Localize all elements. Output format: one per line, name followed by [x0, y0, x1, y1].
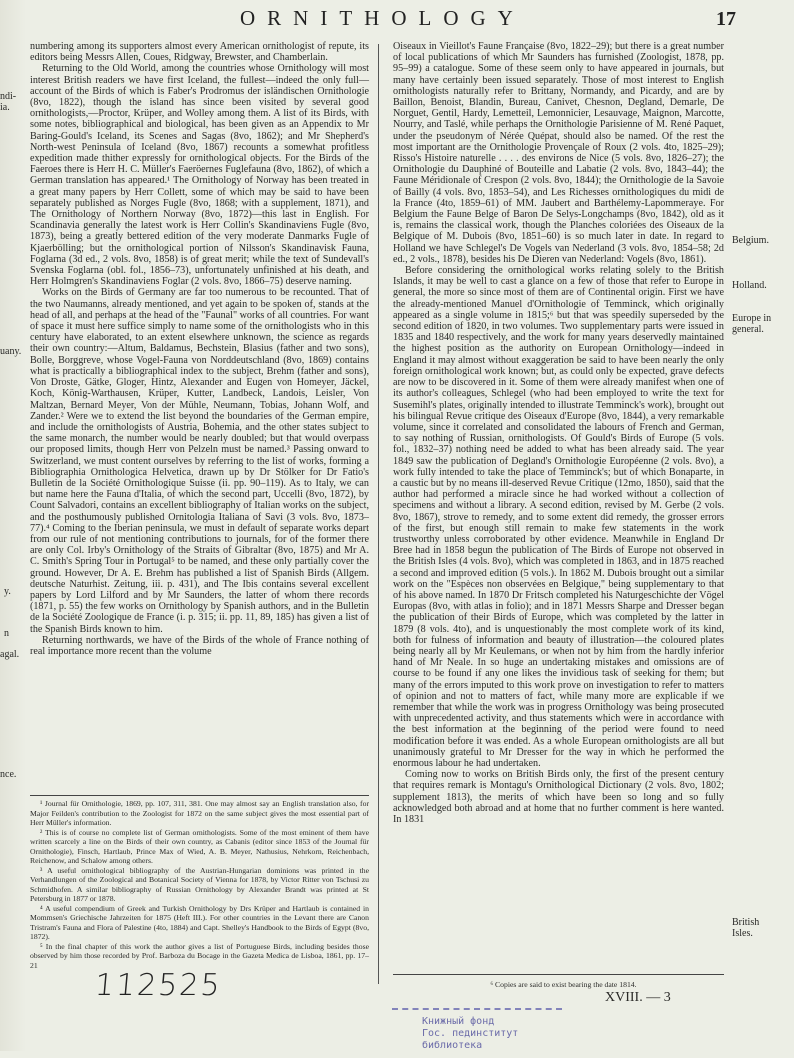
paragraph: Works on the Birds of Germany are far too numerous to be recounted. That of the two Naumanns, already mentioned, and yet again to be spoken of, stands at the head of all, and perhaps at the head of the "Faunal" works of all countries. For want of space it must here suffice simply to name some of the ornithologists who in this century have elaborated, to an extent elsewhere unknown, the science as regards their own country:—Altum, Baldamus, Bechstein, Blasius (father and two sons), Bolle, Borggreve, whose Vogel-Fauna von Norddeutschland (8vo, 1869) contains what is practically a bibliographical index to the subject, Brehm (father and sons), Von Droste, Gätke, Gloger, Hintz, Alexander and Eugen von Homeyer, Jäckel, Koch, König-Warthausen, Krüper, Kutter, Landbeck, Landois, Leisler, Von Maltzan, Bernard Meyer, Von der Mühle, Neumann, Tobias, Johann Wolf, and Zander.² Were we to extend the list beyond the boundaries of the German empire, and include the ornithologists of Austria, Bohemia, and the other states subject to the same monarch, the number would be nearly doubled; but that would overpass our proposed limits, though Herr von Pelzeln must be named.³ Passing onward to Switzerland, we must content ourselves by referring to the list of works, forming a Bibliographia Ornithologica Helvetica, drawn up by Dr Stölker for Dr Fatio's Bulletin de la Société Ornithologique Suisse (ii. pp. 90–119). As to Italy, we can but name here the Fauna d'Italia, of which the second part, Uccelli (8vo, 1872), by Count Salvadori, contains an excellent bibliography of Italian works on the subject, and the posthumously published Ornitologia Italiana of Savi (3 vols. 8vo, 1873–77).⁴ Coming to the Iberian peninsula, we must in default of separate works depart from our rule of not mentioning contributions to journals, for of the former there are only Col. Irby's Ornithology of the Straits of Gibraltar (8vo, 1875) and Mr A. C. Smith's Spring Tour in Portugal⁵ to be named, and these only partially cover the ground. However, Dr A. E. Brehm has published a list of Spanish Birds (Allgem. deutsche Naturhist. Zeitung, iii. p. 431), and The Ibis contains several excellent papers by Lord Lilford and by Mr Saunders, the latter of whom there records (1871, p. 55) the few works on Ornithology by Spanish authors, and in the Bulletin de la Société Zoologique de France (i. p. 315; ii. pp. 11, 89, 185) has given a list of the Spanish Birds known to him.	[30, 287, 369, 635]
footnote: ² This is of course no complete list of German ornithologists. Some of the most eminent of them have written scarcely a line on the Birds of their own country, as Cabanis (editor since 1853 of the Journal für Ornithologie), Finsch, Hartlaub, Prince Max of Wied, A. B. Meyer, Nathusius, Nehrkorn, Reichenbach, Reichenow, and Schalow among others.	[30, 827, 369, 865]
handwritten-number: 112525	[93, 968, 224, 1003]
stamp-line: библиотека	[422, 1040, 483, 1051]
margin-note-british-isles: British	[732, 917, 760, 928]
paragraph: Returning northwards, we have of the Birds of the whole of France nothing of real importance more recent than the volume	[30, 634, 369, 657]
paragraph: Coming now to works on British Birds only, the first of the present century that requires remark is Montagu's Ornithological Dictionary (2 vols. 8vo, 1802; supplement 1813), the merits of which have been so long and so fully acknowledged both abroad and at home that no further comment is here wanted. In 1831	[393, 769, 724, 826]
footnote: ⁵ In the final chapter of this work the author gives a list of Portuguese Birds, including besides those observed by him those recorded by Prof. Barboza du Bocage in the Gazeta Medica de Lisboa, 1861, pp. 17–21	[30, 941, 369, 970]
margin-note-europe: Europe in	[732, 313, 772, 324]
paragraph: Before considering the ornithological works relating solely to the British Islands, it may be well to cast a glance on a few of those that refer to Europe in general, the more so since most of them are of Continental origin. First we have the already-mentioned Manuel d'Ornithologie of Temminck, which originally appeared as a single volume in 1815;⁶ but that was speedily superseded by the second edition of 1820, in two volumes. Two supplementary parts were issued in 1835 and 1840 respectively, and the work for many years deservedly maintained the highest position as the authority on European Ornithology—indeed in England it may almost without exaggeration be said to have been nearly the only foreign ornithological work known; but, as could only be expected, grave defects are now to be discovered in it. Some of them were already manifest when one of its author's colleagues, Schlegel (who had been employed to write the text for Susemihl's plates, originally intended to illustrate Temminck's work), brought out his bilingual Revue critique des Oiseaux d'Europe (8vo, 1844), a very remarkable volume, since it correlated and consolidated the labours of French and German, to say nothing of Russian, ornithologists. Of Gould's Birds of Europe (5 vols. fol., 1832–37) nothing need be added to what has been already said. The year 1849 saw the publication of Degland's Ornithologie Européenne (2 vols. 8vo), a work fully intended to take the place of Temminck's; but of which Bonaparte, in a caustic but by no means ill-deserved Revue Critique (12mo, 1850), said that the author had performed a miracle since he had worked without a collection of specimens and without a library. A second edition, revised by M. Gerbe (2 vols. 8vo, 1867), strove to remedy, and to some extent did remedy, the grosser errors of the first, but enough still remain to make few statements in the work trustworthy unless corroborated by other evidence. Meanwhile in England Dr Bree had in 1858 begun the publication of The Birds of Europe not observed in the British Isles (4 vols. 8vo), which was completed in 1863, and in 1875 reached a second and improved edition (5 vols.). In 1862 M. Dubois brought out a similar work on the "Espèces non observées en Belgique," being supplementary to that of his above named. In 1870 Dr Fritsch completed his Naturgeschichte der Vögel Europas (8vo, with atlas in folio); and in 1871 Messrs Sharpe and Dresser began the publication of their Birds of Europe, which was completed by the latter in 1879 (8 vols. 4to), and is unquestionably the most complete work of its kind, both for fulness of information and beauty of illustration—the coloured plates being nearly all by Mr Keulemans, or when not by him from the hardly inferior hand of Mr Neale. In so huge an undertaking mistakes and omissions are of course to be found if any one likes the invidious task of seeking for them; but many of the errors imputed to this work prove on investigation to refer to matters of opinion and not to matters of fact, while many more are explicable if we remember that while the work was in progress Ornithology was being prosecuted with unprecedented activity, and thus statements which were in accordance with the best information at the beginning of the period were found to need modification before it was ended. As a whole European ornithologists are all but unanimously grateful to Mr Dresser for the way in which he performed the enormous labour he had undertaken.	[393, 265, 724, 769]
running-title: ORNITHOLOGY	[240, 6, 525, 30]
left-column	[30, 41, 369, 657]
paragraph: Returning to the Old World, among the countries whose Ornithology will most interest British readers we have first Iceland, the fullest—indeed the only full—account of the Birds of which is Faber's Prodromus der isländischen Ornithologie (8vo, 1822), though the island has since been visited by several good ornithologists,—Proctor, Krüper, and Wolley among them. A list of its Birds, with some notes, bibliographical and biological, has been given as an Appendix to Mr Baring-Gould's Iceland, its Scenes and Sagas (8vo, 1862); and Mr Shepherd's North-west Peninsula of Iceland (8vo, 1867) recounts a somewhat profitless expedition made thither expressly for ornithological objects. For the Birds of the Faeroes there is Herr H. C. Müller's Faeröernes Fuglefauna (8vo, 1862), of which a German translation has appeared.¹ The Ornithology of Norway has been treated in a great many papers by Herr Collett, some of which may be said to have been separately published as Norges Fugle (8vo, 1868; with a supplement, 1871), and The Ornithology of Northern Norway (8vo, 1872)—this last in English. For Scandinavia generally the latest work is Herr Collin's Skandinaviens Fugle (8vo, 1873), being a greatly bettered edition of the very moderate Danmarks Fugle of Kjaerbölling; but the ornithological portion of Nilsson's Skandinavisk Fauna, Foglarna (3d ed., 2 vols. 8vo, 1858) is of great merit; while the text of Sundevall's Svenska Foglarna (obl. fol., 1856–73), unfortunately unfinished at his death, and Herr Holmgren's Skandinaviens Foglar (2 vols. 8vo, 1866–75) deserve naming.	[30, 63, 369, 288]
margin-note: ndi-	[0, 91, 17, 102]
margin-note: ia.	[0, 102, 10, 113]
margin-note-british-isles: Isles.	[732, 928, 753, 939]
margin-note-belgium: Belgium.	[732, 235, 769, 246]
footnote: ³ A useful ornithological bibliography of the Austrian-Hungarian dominions was printed in the Verhandlungen of the Zoological and Botanical Society of Vienna for 1878, by Victor Ritter von Tschusi zu Schmidhofen. A similar bibliography of Russian Ornithology by Alexander Brandt was printed at St Petersburg in 1877 or 1878.	[30, 865, 369, 903]
left-footnotes	[30, 799, 369, 970]
margin-note-europe: general.	[732, 324, 764, 335]
signature-mark: XVIII. — 3	[605, 990, 671, 1005]
page-number: 17	[716, 8, 736, 30]
footnote-rule	[30, 795, 369, 796]
margin-note-holland: Holland.	[732, 280, 767, 291]
margin-note: nce.	[0, 769, 17, 780]
page-gutter-shadow	[0, 0, 26, 1051]
margin-note: uany.	[0, 346, 22, 357]
margin-note: y.	[4, 586, 11, 597]
right-column	[393, 41, 724, 825]
footnote: ⁶ Copies are said to exist bearing the date 1814.	[490, 980, 637, 989]
footnote: ¹ Journal für Ornithologie, 1869, pp. 107, 311, 381. One may almost say an English translation also, for Major Feilden's contribution to the Zoologist for 1872 on the same subject gives the most essential part of Herr Müller's information.	[30, 799, 369, 827]
margin-note: agal.	[0, 649, 20, 660]
margin-note: n	[4, 628, 9, 639]
stamp-line: Книжный фонд	[422, 1016, 495, 1027]
paragraph: numbering among its supporters almost every American ornithologist of repute, its editors being Messrs Allen, Coues, Ridgway, Brewster, and Chamberlain.	[30, 41, 369, 64]
footnote: ⁴ A useful compendium of Greek and Turkish Ornithology by Drs Krüper and Hartlaub is contained in Mommsen's Griechische Jahrzeiten for 1875 (Heft III.). For other countries in the Levant there are Canon Tristram's Fauna and Flora of Palestine (4to, 1884) and Capt. Shelley's Handbook to the Birds of Egypt (8vo, 1872).	[30, 903, 369, 941]
footnote-rule	[393, 974, 724, 975]
column-divider	[378, 44, 379, 984]
right-footnotes	[393, 980, 724, 990]
paragraph: Oiseaux in Vieillot's Faune Française (8vo, 1822–29); but there is a great number of local publications of which Mr Saunders has furnished (Zoologist, 1878, pp. 95–99) a catalogue. Some of these seem only to have appeared in journals, but many have certainly been issued separately. Those of most interest to English ornithologists naturally refer to Brittany, Normandy, and Picardy, and are by Baillon, Benoist, Blandin, Bureau, Canivet, Chesnon, Degland, Demarle, De Norguet, Gentil, Hardy, Lemetteil, Lemonnicier, Lesauvage, Maignon, Marcotte, Nourry, and Taslé, while perhaps the Ornithologie Parisienne of M. René Paquet, under the pseudonym of Nérée Quépat, should also be named. Of the rest the most important are the Ornithologie Provençale of Roux (2 vols. 4to, 1825–29); Risso's Histoire naturelle . . . . des environs de Nice (5 vols. 8vo, 1826–27); the Ornithologie du Dauphiné of Bouteille and Labatie (2 vols. 8vo, 1843–44); the Faune Méridionale of Crespon (2 vols. 8vo, 1844); the Ornithologie de la Savoie of Bailly (4 vols. 8vo, 1853–54), and Les Richesses ornithologiques du midi de la France (4to, 1859–61) of MM. Jaubert and Barthélemy-Lapommeraye. For Belgium the Faune Belge of Baron De Selys-Longchamps (8vo, 1842), old as it is, remains the classical work, though the Planches coloriées des Oiseaux de la Belgique of M. Dubois (8vo, 1851–60) is so much later in date. In regard to Holland we have Schlegel's De Vogels van Nederland (3 vols. 8vo, 1854–58; 2d ed., 2 vols., 1878), besides his De Dieren van Nederland: Vogels (8vo, 1861).	[393, 41, 724, 265]
stamp-line: Гос. пединститут	[422, 1028, 519, 1039]
